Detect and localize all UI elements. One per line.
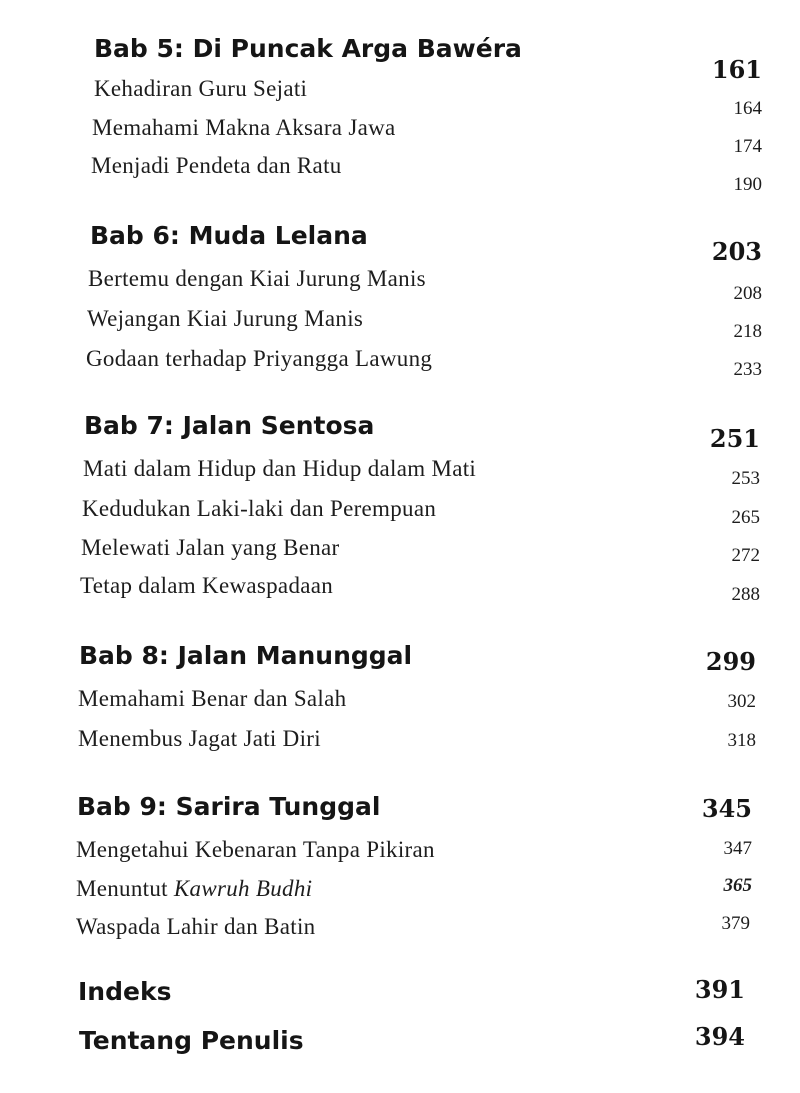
section-title: Waspada Lahir dan Batin [76,914,316,939]
back-matter-page-number: 394 [694,1022,745,1051]
section-title: Melewati Jalan yang Benar [81,535,340,560]
section-title: Menjadi Pendeta dan Ratu [91,153,342,178]
section-title: Wejangan Kiai Jurung Manis [87,306,364,331]
section-page-number: 379 [721,913,750,934]
back-matter-title: Tentang Penulis [79,1026,304,1055]
section-page-number: 272 [731,545,760,566]
section-title: Bertemu dengan Kiai Jurung Manis [88,266,426,291]
section-page-number: 347 [723,838,752,859]
chapter-title: Bab 7: Jalan Sentosa [84,411,375,440]
chapter-page-number: 299 [705,647,756,676]
chapter-title: Bab 6: Muda Lelana [90,221,368,250]
chapter-page-number: 161 [711,55,762,84]
section-page-number: 265 [731,507,760,528]
section-page-number: 218 [733,321,762,342]
section-title-italic: Kawruh Budhi [173,876,313,901]
chapter-page-number: 251 [709,424,760,453]
chapter-title: Bab 8: Jalan Manunggal [79,641,413,670]
section-title: Memahami Benar dan Salah [78,686,347,711]
section-title [76,876,312,902]
section-title: Mati dalam Hidup dan Hidup dalam Mati [83,456,477,481]
back-matter-page-number: 391 [694,975,745,1004]
section-page-number: 288 [731,584,760,605]
back-matter-title: Indeks [78,977,172,1006]
section-page-number: 174 [733,136,762,157]
section-title: Godaan terhadap Priyangga Lawung [86,346,433,371]
section-page-number: 208 [733,283,762,304]
section-page-number: 164 [733,98,762,119]
section-title: Menembus Jagat Jati Diri [78,726,321,751]
section-title: Memahami Makna Aksara Jawa [92,115,396,140]
section-title: Kehadiran Guru Sejati [94,76,308,101]
section-page-number: 318 [727,730,756,751]
chapter-page-number: 345 [701,794,752,823]
chapter-title: Bab 5: Di Puncak Arga Bawéra [94,34,522,63]
section-page-number: 365 [723,875,752,896]
section-page-number: 233 [733,359,762,380]
section-title: Mengetahui Kebenaran Tanpa Pikiran [76,837,435,862]
chapter-title: Bab 9: Sarira Tunggal [77,792,381,821]
section-title: Tetap dalam Kewaspadaan [80,573,334,598]
section-page-number: 253 [731,468,760,489]
section-title-prefix: Menuntut [76,876,174,901]
section-page-number: 190 [733,174,762,195]
section-title: Kedudukan Laki-laki dan Perempuan [82,496,437,521]
chapter-page-number: 203 [711,237,762,266]
section-page-number: 302 [727,691,756,712]
